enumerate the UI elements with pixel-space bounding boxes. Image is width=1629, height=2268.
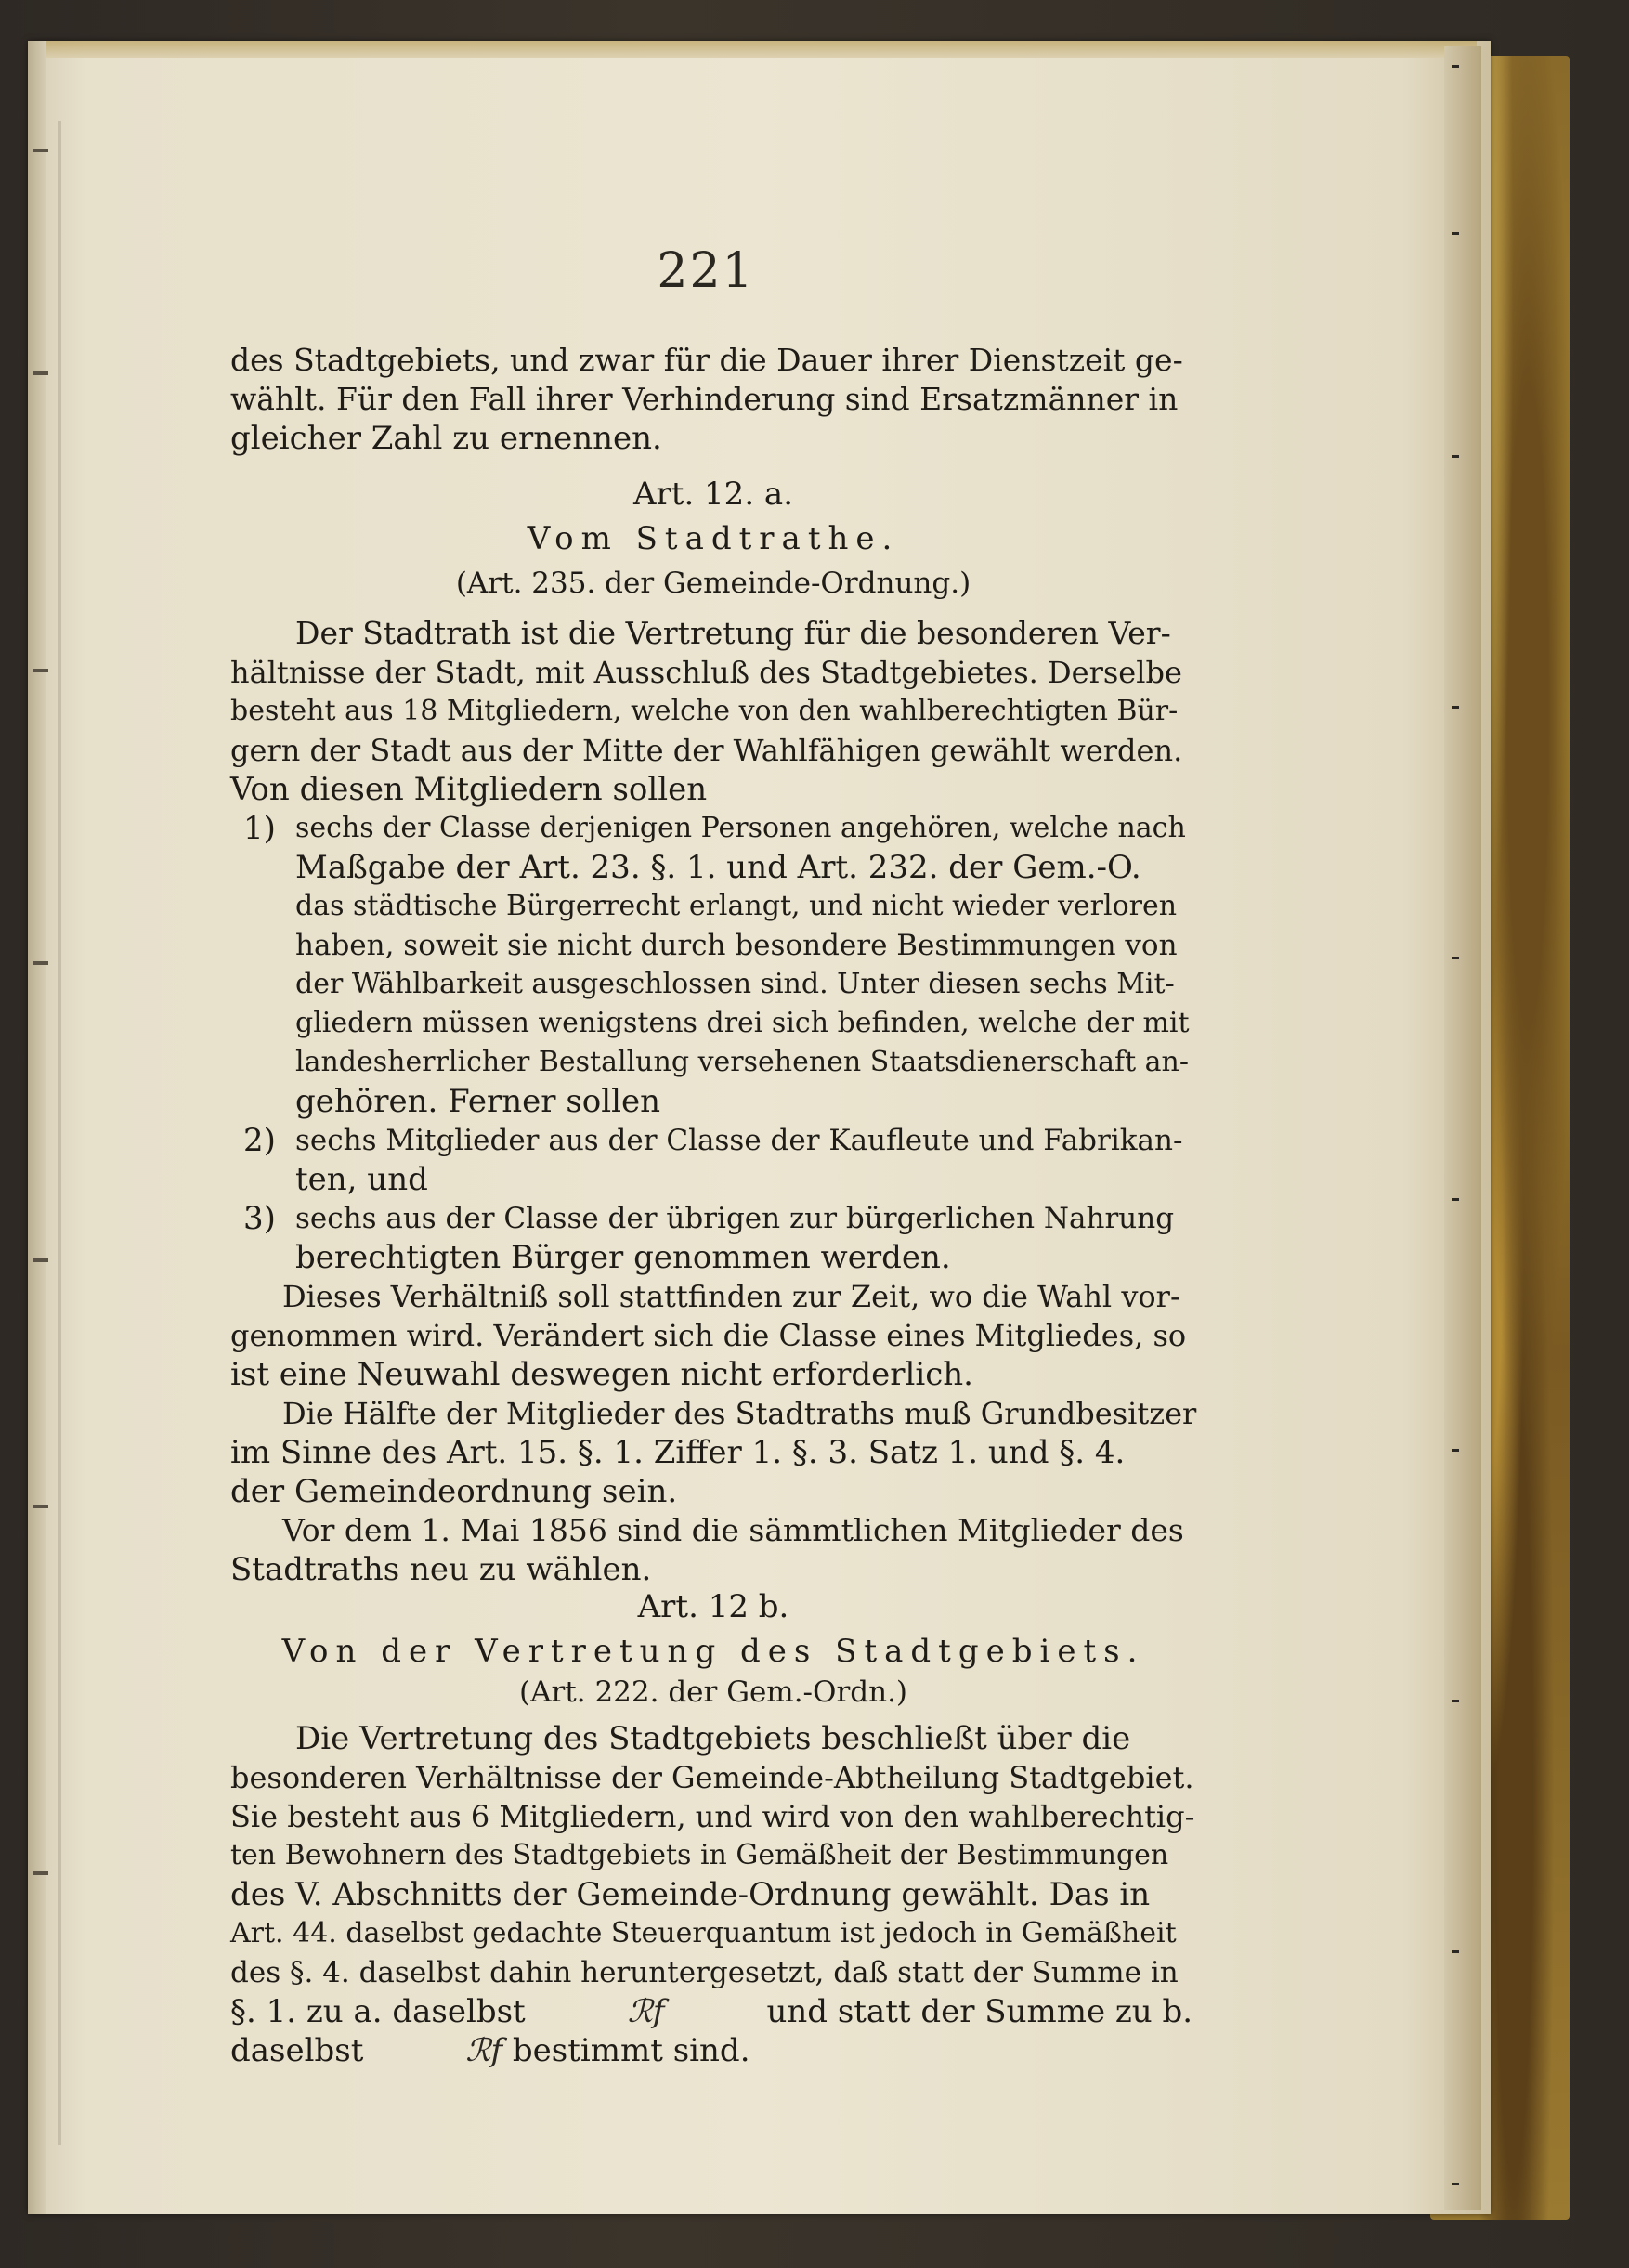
- binding-stitch: [33, 1871, 48, 1875]
- list-item-line: landesherrlicher Bestallung versehenen Staatsdienerschaft an-: [295, 1046, 1190, 1078]
- ruler-tick: [1452, 455, 1459, 458]
- ruler-tick: [1452, 1198, 1459, 1201]
- ruler-tick: [1452, 1950, 1459, 1953]
- text-line: hältnisse der Stadt, mit Ausschluß des Stadtgebietes. Derselbe: [230, 655, 1182, 690]
- currency-mark: ℛ𝑓: [627, 1993, 665, 2030]
- text-line: des Stadtgebiets, und zwar für die Dauer ihrer Dienstzeit ge-: [230, 342, 1183, 378]
- article-reference: (Art. 222. der Gem.-Ordn.): [518, 1675, 908, 1709]
- text-line: [230, 2032, 750, 2069]
- text-line: Dieses Verhältniß soll stattfinden zur Zeit, wo die Wahl vor-: [282, 1279, 1180, 1314]
- page-stack-edge: [1444, 46, 1481, 2210]
- binding-stitch: [33, 961, 48, 965]
- binding-stitch: [33, 669, 48, 672]
- text-segment: daselbst: [230, 2032, 364, 2069]
- text-line: besteht aus 18 Mitgliedern, welche von den wahlberechtigten Bür-: [230, 695, 1179, 727]
- text-segment: bestimmt sind.: [512, 2032, 750, 2069]
- list-item-line: ten, und: [295, 1161, 428, 1198]
- text-line: im Sinne des Art. 15. §. 1. Ziffer 1. §. 3. Satz 1. und §. 4.: [230, 1434, 1126, 1471]
- text-segment: und statt der Summe zu b.: [766, 1993, 1193, 2030]
- list-item-line: sechs Mitglieder aus der Classe der Kaufleute und Fabrikan-: [295, 1124, 1183, 1157]
- text-line: genommen wird. Verändert sich die Classe eines Mitgliedes, so: [230, 1318, 1187, 1353]
- text-line: des §. 4. daselbst dahin heruntergesetzt, daß statt der Summe in: [230, 1956, 1179, 1989]
- list-item-line: sechs der Classe derjenigen Personen angehören, welche nach: [295, 812, 1186, 844]
- ruler-tick: [1452, 957, 1459, 959]
- list-item-line: das städtische Bürgerrecht erlangt, und nicht wieder verloren: [295, 890, 1178, 922]
- binding-stitch: [33, 371, 48, 375]
- text-line: des V. Abschnitts der Gemeinde-Ordnung gewählt. Das in: [230, 1876, 1151, 1913]
- article-title: Vom Stadtrathe.: [527, 520, 900, 557]
- text-line: Die Hälfte der Mitglieder des Stadtraths muß Grundbesitzer: [282, 1396, 1197, 1431]
- ruler-tick: [1452, 2183, 1459, 2185]
- binding-fold: [58, 121, 61, 2145]
- list-item-line: sechs aus der Classe der übrigen zur bürgerlichen Nahrung: [295, 1202, 1175, 1235]
- list-item-line: haben, soweit sie nicht durch besondere Bestimmungen von: [295, 929, 1178, 962]
- binding-stitch: [33, 149, 48, 152]
- text-line: Stadtraths neu zu wählen.: [230, 1551, 652, 1588]
- binding-stitch: [33, 1258, 48, 1262]
- list-item-line: gliedern müssen wenigstens drei sich befinden, welche der mit: [295, 1007, 1190, 1039]
- list-item-line: der Wählbarkeit ausgeschlossen sind. Unter diesen sechs Mit-: [295, 968, 1175, 1000]
- page-top-edge: [46, 41, 1477, 58]
- text-line: gern der Stadt aus der Mitte der Wahlfähigen gewählt werden.: [230, 733, 1183, 768]
- text-line: wählt. Für den Fall ihrer Verhinderung sind Ersatzmänner in: [230, 381, 1179, 417]
- text-line: ten Bewohnern des Stadtgebiets in Gemäßheit der Bestimmungen: [230, 1839, 1169, 1871]
- binding-stitch: [33, 1505, 48, 1508]
- ruler-tick: [1452, 232, 1459, 235]
- text-segment: §. 1. zu a. daselbst: [230, 1993, 526, 2030]
- text-line: der Gemeindeordnung sein.: [230, 1473, 678, 1510]
- article-heading: Art. 12. a.: [632, 476, 794, 513]
- page-gutter: [28, 41, 46, 2214]
- text-line: Vor dem 1. Mai 1856 sind die sämmtlichen Mitglieder des: [282, 1512, 1184, 1548]
- page-number: 221: [657, 243, 755, 299]
- currency-mark: ℛ𝑓: [465, 2032, 503, 2069]
- ruler-tick: [1452, 65, 1459, 68]
- text-line: besonderen Verhältnisse der Gemeinde-Abtheilung Stadtgebiet.: [230, 1760, 1194, 1795]
- text-line: [230, 1993, 1192, 2030]
- article-heading: Art. 12 b.: [637, 1588, 789, 1625]
- list-number: 3): [243, 1200, 276, 1237]
- list-item-line: berechtigten Bürger genommen werden.: [295, 1239, 951, 1276]
- ruler-tick: [1452, 1449, 1459, 1452]
- article-title: Von der Vertretung des Stadtgebiets.: [281, 1633, 1145, 1670]
- text-line: Art. 44. daselbst gedachte Steuerquantum ist jedoch in Gemäßheit: [230, 1917, 1177, 1949]
- list-number: 1): [243, 810, 276, 847]
- list-item-line: gehören. Ferner sollen: [295, 1083, 661, 1120]
- ruler-tick: [1452, 706, 1459, 709]
- ruler-tick: [1452, 1700, 1459, 1702]
- text-line: ist eine Neuwahl deswegen nicht erforderlich.: [230, 1356, 973, 1393]
- text-line: Von diesen Mitgliedern sollen: [230, 771, 708, 808]
- text-line: Die Vertretung des Stadtgebiets beschließt über die: [295, 1720, 1131, 1757]
- text-line: Sie besteht aus 6 Mitgliedern, und wird von den wahlberechtig-: [230, 1799, 1195, 1834]
- text-line: Der Stadtrath ist die Vertretung für die besonderen Ver-: [295, 615, 1171, 651]
- list-number: 2): [243, 1122, 276, 1159]
- list-item-line: Maßgabe der Art. 23. §. 1. und Art. 232. der Gem.-O.: [295, 849, 1141, 886]
- article-reference: (Art. 235. der Gemeinde-Ordnung.): [455, 567, 971, 600]
- text-line: gleicher Zahl zu ernennen.: [230, 420, 662, 457]
